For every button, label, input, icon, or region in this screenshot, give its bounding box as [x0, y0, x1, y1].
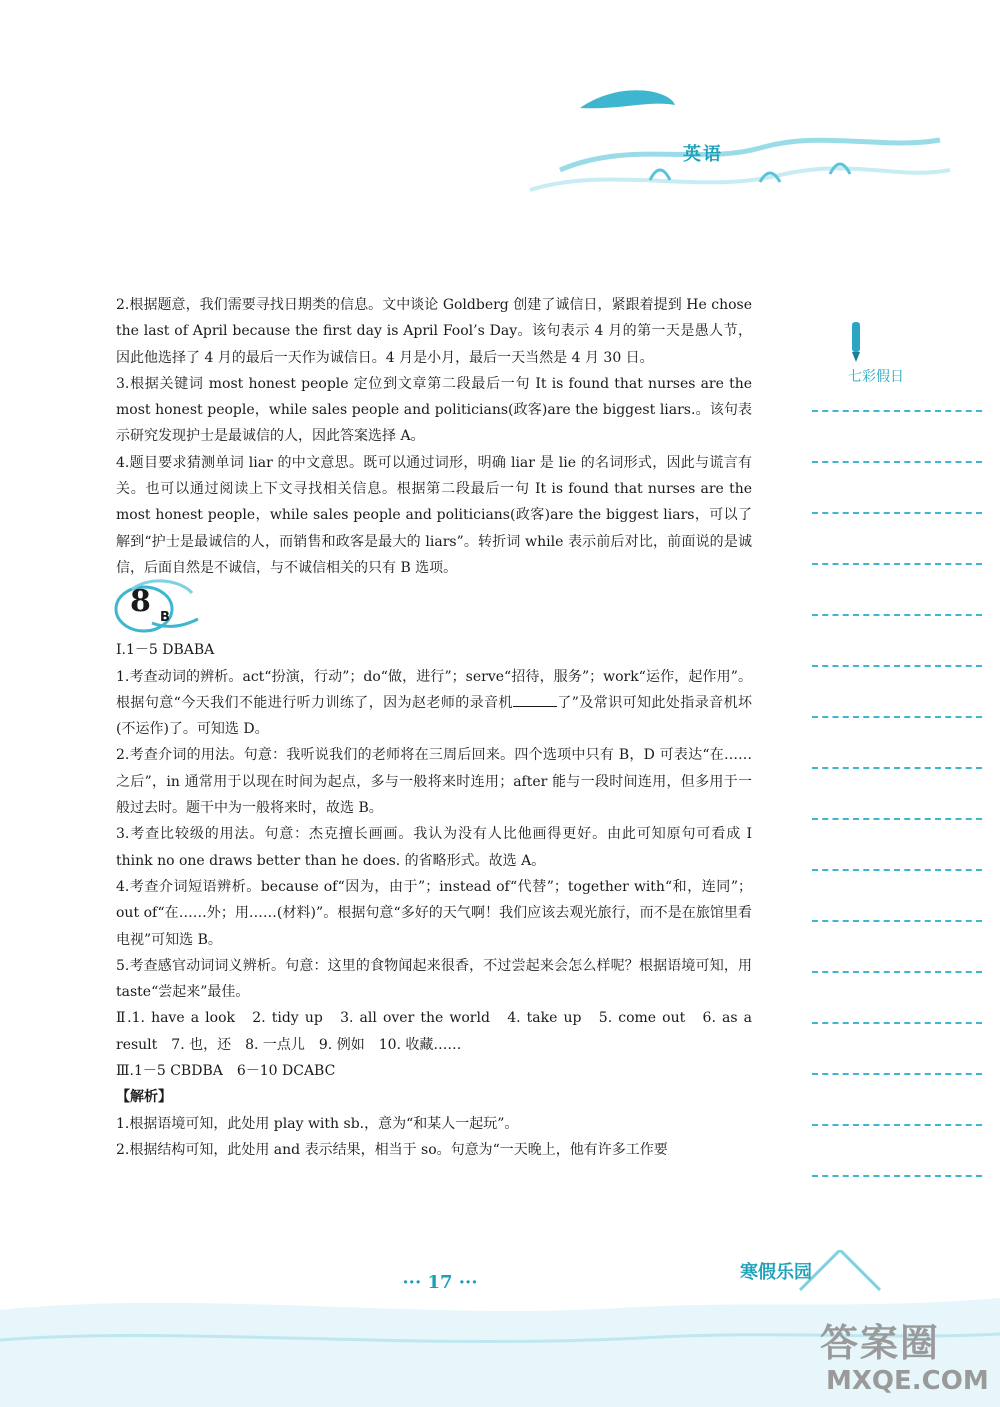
- answer-key: Ⅰ.1－5 DBABA: [116, 642, 215, 659]
- header-wave-decoration: [500, 70, 960, 230]
- explanation-item: 2.考查介词的用法。句意：我听说我们的老师将在三周后回来。四个选项中只有 B，D 可表达“在……之后”，in 通常用于以现在时间为起点，多与一般将来时连用；after 能与一段时间连用，但多用于一般过去时。题干中为一般将来时，故选 B。: [116, 747, 752, 817]
- unit-number: 8: [130, 584, 151, 620]
- note-line: [812, 920, 982, 922]
- answer-paragraph: 3.根据关键词 most honest people 定位到文章第二段最后一句 It is found that nurses are the most honest people，while sales people and politicians(政客)are the biggest liars.。该句表示研究发现护士是最诚信的人，因此答案选择 A。: [116, 375, 752, 445]
- main-content: [116, 292, 752, 1163]
- analysis-label: 【解析】: [116, 1089, 172, 1106]
- footer-tag: 寒假乐园: [740, 1262, 812, 1283]
- note-line: [812, 665, 982, 667]
- explanation-item: 3.考查比较级的用法。句意：杰克擅长画画。我认为没有人比他画得更好。由此可知原句可看成 I think no one draws better than he does. 的省略形式。故选 A。: [116, 826, 752, 869]
- answer-key: Ⅲ.1－5 CBDBA 6－10 DCABC: [116, 1063, 336, 1080]
- answer-key: Ⅱ.1. have a look 2. tidy up 3. all over the world 4. take up 5. come out 6. as a result 7. 也，还 8. 一点儿 9. 例如 10. 收藏……: [116, 1010, 752, 1053]
- watermark-url: MXQE.COM: [826, 1366, 989, 1396]
- side-tag: 七彩假日: [848, 369, 904, 385]
- subject-tag: 英语: [683, 144, 723, 165]
- explanation-text: 1.考查动词的辨析。act“扮演，行动”；do“做，进行”；serve“招待，服务”；work“运作，起作用”。根据句意“今天我们不能进行听力训练了，因为赵老师的录音机: [116, 668, 752, 711]
- page-number: ··· 17 ···: [402, 1272, 478, 1293]
- note-line: [812, 767, 982, 769]
- note-line: [812, 1124, 982, 1126]
- note-line: [812, 410, 982, 412]
- explanation-item: 1.根据语境可知，此处用 play with sb.，意为“和某人一起玩”。: [116, 1115, 519, 1132]
- note-line: [812, 461, 982, 463]
- note-line: [812, 563, 982, 565]
- note-line: [812, 869, 982, 871]
- note-line: [812, 1073, 982, 1075]
- note-lines: [812, 410, 982, 1226]
- note-line: [812, 818, 982, 820]
- explanation-item: 4.考查介词短语辨析。because of“因为，由于”；instead of“代替”；together with“和，连同”；out of“在……外；用……(材料)”。根据句意“多好的天气啊！我们应该去观光旅行，而不是在旅馆里看电视”可知选 B。: [116, 878, 752, 948]
- explanation-text: 了”及常识可知此处指录音机坏(不运作)了。可知选 D。: [116, 694, 752, 738]
- explanation-item: 5.考查感官动词词义辨析。句意：这里的食物闻起来很香，不过尝起来会怎么样呢？根据语境可知，用 taste“尝起来”最佳。: [116, 957, 752, 1001]
- pen-icon: [842, 320, 872, 364]
- answer-paragraph: 2.根据题意，我们需要寻找日期类的信息。文中谈论 Goldberg 创建了诚信日，紧跟着提到 He chose the last of April because the first day is April Fool’s Day。该句表示 4 月的第一天是愚人节，因此他选择了 4 月的最后一天作为诚信日。4 月是小月，最后一天当然是 4 月 30 日。: [116, 297, 752, 366]
- explanation-item: 2.根据结构可知，此处用 and 表示结果，相当于 so。句意为“一天晚上，他有许多工作要: [116, 1141, 668, 1158]
- note-line: [812, 512, 982, 514]
- explanation-item: [116, 664, 752, 743]
- note-line: [812, 614, 982, 616]
- note-line: [812, 1175, 982, 1177]
- unit-letter: B: [160, 610, 170, 626]
- answer-blank: [513, 692, 557, 707]
- note-line: [812, 716, 982, 718]
- note-line: [812, 971, 982, 973]
- note-line: [812, 1022, 982, 1024]
- unit-badge-icon: [112, 579, 202, 635]
- answer-paragraph: 4.题目要求猜测单词 liar 的中文意思。既可以通过词形，明确 liar 是 lie 的名词形式，因此与谎言有关。也可以通过阅读上下文寻找相关信息。根据第二段最后一句 It is found that nurses are the most honest people，while sales people and politicians(政客)are the biggest liars，可以了解到“护士是最诚信的人，而销售和政客是最大的 liars”。转折词 while 表示前后对比，前面说的是诚信，后面自然是不诚信，与不诚信相关的只有 B 选项。: [116, 454, 752, 576]
- unit-badge: [116, 585, 752, 637]
- watermark: 答案圈: [820, 1321, 941, 1365]
